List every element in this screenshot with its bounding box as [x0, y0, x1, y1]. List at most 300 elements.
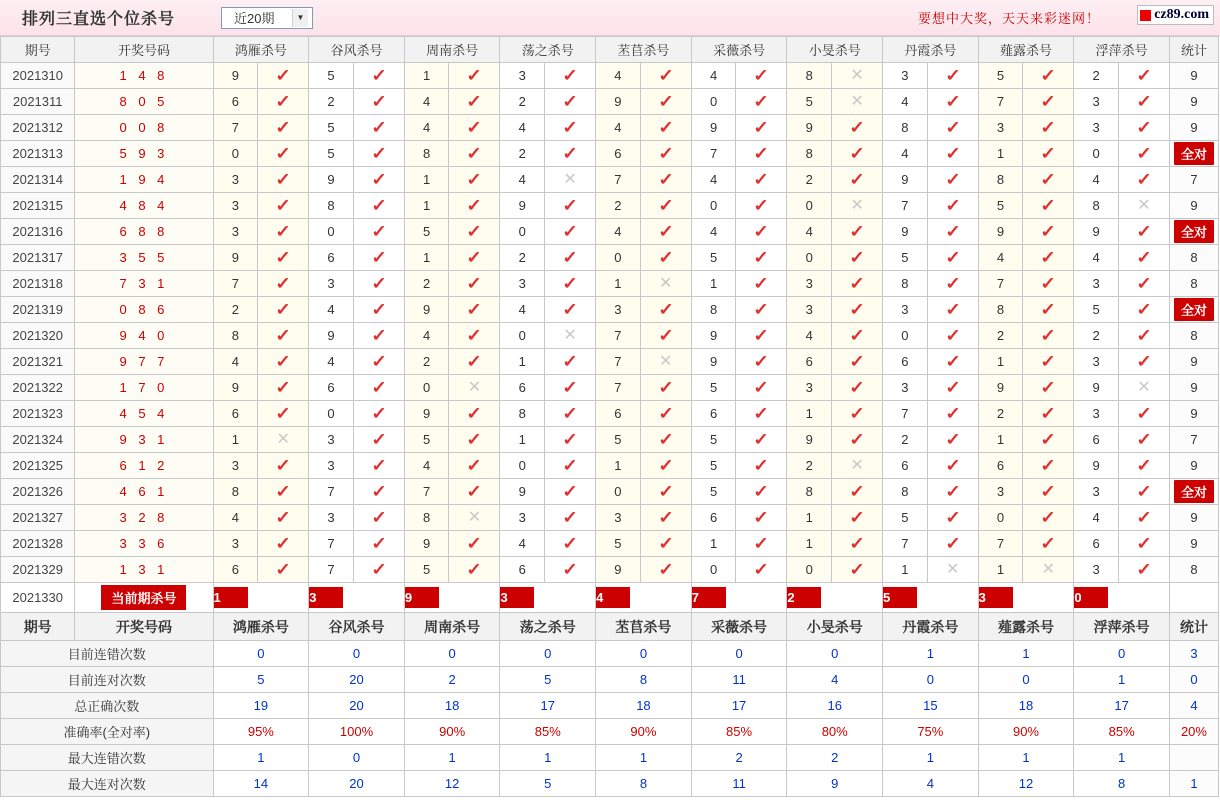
kill-number-cell: 6: [596, 401, 641, 427]
column-header: 小旻杀号: [787, 37, 883, 63]
check-icon: ✓: [562, 430, 578, 449]
kill-number-cell: 4: [787, 323, 832, 349]
summary-value: 20: [309, 667, 405, 693]
summary-value: 5: [213, 667, 309, 693]
check-icon: ✓: [275, 404, 292, 423]
kill-number-cell: 1: [213, 427, 258, 453]
kill-number-cell: 3: [500, 63, 545, 89]
kill-number-cell: 6: [883, 349, 928, 375]
check-icon: ✓: [275, 560, 292, 579]
chevron-down-icon[interactable]: ▼: [292, 9, 308, 27]
column-header: 谷风杀号: [309, 37, 405, 63]
summary-row: [1, 667, 1219, 693]
check-icon: ✓: [944, 92, 961, 111]
summary-value: 1: [213, 745, 309, 771]
kill-result-cell: [1023, 193, 1074, 219]
kill-result-cell: [353, 531, 404, 557]
kill-result-cell: [1118, 63, 1169, 89]
check-icon: ✓: [753, 560, 770, 579]
table-row: [1, 323, 1219, 349]
row-stat-cell: [1169, 219, 1218, 245]
check-icon: ✓: [657, 560, 674, 579]
summary-value: 8: [596, 667, 692, 693]
kill-number-cell: 3: [787, 375, 832, 401]
check-icon: ✓: [657, 508, 674, 527]
draw-number-cell: 8 0 5: [75, 89, 213, 115]
kill-number-cell: 5: [309, 63, 354, 89]
kill-number-cell: 1: [500, 427, 545, 453]
check-icon: ✓: [562, 404, 578, 423]
kill-result-cell: [258, 63, 309, 89]
check-icon: ✓: [944, 196, 961, 215]
summary-value: 11: [691, 667, 787, 693]
all-correct-badge: 全对: [1174, 220, 1214, 243]
kill-number-cell: 3: [978, 479, 1023, 505]
summary-value: 90%: [404, 719, 500, 745]
summary-value: 18: [978, 693, 1074, 719]
kill-number-cell: 7: [596, 349, 641, 375]
row-stat-cell: [1169, 141, 1218, 167]
kill-number-cell: 1: [404, 193, 449, 219]
check-icon: ✓: [1040, 274, 1057, 293]
current-kill-number: 1: [214, 587, 248, 608]
kill-number-cell: 0: [596, 479, 641, 505]
check-icon: ✓: [849, 534, 865, 553]
check-icon: ✓: [849, 430, 865, 449]
logo-square-icon: [1140, 10, 1151, 21]
check-icon: ✓: [562, 482, 578, 501]
kill-number-cell: 1: [691, 531, 736, 557]
kill-number-cell: 2: [404, 349, 449, 375]
summary-label: 目前连错次数: [1, 641, 214, 667]
period-cell: 2021315: [1, 193, 75, 219]
check-icon: ✓: [944, 300, 961, 319]
current-kill-number: 7: [692, 587, 726, 608]
summary-stat-value: 1: [1169, 771, 1218, 797]
kill-number-cell: 8: [787, 141, 832, 167]
kill-number-cell: 4: [596, 63, 641, 89]
kill-number-cell: 6: [309, 245, 354, 271]
check-icon: ✓: [562, 378, 578, 397]
summary-value: 85%: [1074, 719, 1170, 745]
summary-value: 0: [978, 667, 1074, 693]
check-icon: ✓: [849, 560, 865, 579]
check-icon: ✓: [562, 274, 578, 293]
kill-result-cell: [927, 141, 978, 167]
summary-value: 80%: [787, 719, 883, 745]
kill-result-cell: [736, 297, 787, 323]
check-icon: ✓: [370, 248, 387, 267]
page-header: [0, 0, 1220, 36]
table-row: [1, 557, 1219, 583]
kill-number-cell: 3: [1074, 89, 1119, 115]
row-stat-cell: 9: [1169, 115, 1218, 141]
draw-number-cell: 5 9 3: [75, 141, 213, 167]
kill-number-cell: 9: [309, 323, 354, 349]
kill-result-cell: [832, 297, 883, 323]
column-header: 浮萍杀号: [1074, 37, 1170, 63]
summary-value: 0: [213, 641, 309, 667]
kill-result-cell: [1023, 297, 1074, 323]
check-icon: ✓: [753, 170, 770, 189]
kill-number-cell: 6: [213, 557, 258, 583]
table-row: [1, 193, 1219, 219]
kill-result-cell: [449, 271, 500, 297]
kill-number-cell: 6: [883, 453, 928, 479]
kill-result-cell: [832, 323, 883, 349]
kill-result-cell: [736, 323, 787, 349]
footer-column-header: 苤苢杀号: [596, 613, 692, 641]
kill-number-cell: 9: [1074, 453, 1119, 479]
check-icon: ✓: [370, 300, 387, 319]
check-icon: ✓: [944, 430, 961, 449]
kill-result-cell: [258, 453, 309, 479]
footer-column-header: 开奖号码: [75, 613, 213, 641]
kill-number-cell: 9: [883, 167, 928, 193]
kill-result-cell: [736, 167, 787, 193]
logo-text: cz89.com: [1154, 7, 1209, 22]
current-kill-number-cell: [1074, 583, 1170, 613]
kill-result-cell: [832, 141, 883, 167]
kill-result-cell: [736, 505, 787, 531]
kill-number-cell: 6: [500, 557, 545, 583]
current-kill-number: 5: [883, 587, 917, 608]
kill-result-cell: [449, 115, 500, 141]
summary-row: [1, 719, 1219, 745]
kill-number-cell: 8: [978, 167, 1023, 193]
check-icon: ✓: [1136, 222, 1152, 241]
check-icon: ✓: [753, 430, 770, 449]
kill-result-cell: [449, 141, 500, 167]
kill-number-cell: 1: [500, 349, 545, 375]
table-row: [1, 505, 1219, 531]
kill-result-cell: [1118, 245, 1169, 271]
check-icon: ✓: [849, 508, 865, 527]
kill-result-cell: [258, 245, 309, 271]
cross-icon: ✕: [659, 352, 673, 370]
check-icon: ✓: [1136, 326, 1152, 345]
kill-result-cell: [258, 375, 309, 401]
period-range-select[interactable]: [221, 7, 313, 29]
summary-value: 0: [500, 641, 596, 667]
kill-number-cell: 5: [691, 245, 736, 271]
kill-number-cell: 6: [213, 89, 258, 115]
kill-number-cell: 9: [404, 401, 449, 427]
check-icon: ✓: [1040, 300, 1057, 319]
check-icon: ✓: [944, 170, 961, 189]
check-icon: ✓: [1040, 144, 1057, 163]
kill-result-cell: [353, 505, 404, 531]
kill-number-cell: 0: [691, 557, 736, 583]
summary-row: [1, 693, 1219, 719]
row-stat-cell: 9: [1169, 531, 1218, 557]
check-icon: ✓: [370, 66, 387, 85]
check-icon: ✓: [562, 560, 578, 579]
footer-column-header: 采薇杀号: [691, 613, 787, 641]
kill-result-cell: [258, 505, 309, 531]
kill-result-cell: [832, 349, 883, 375]
kill-number-cell: 4: [500, 531, 545, 557]
table-row: [1, 297, 1219, 323]
check-icon: ✓: [657, 326, 674, 345]
kill-number-cell: 3: [1074, 349, 1119, 375]
kill-result-cell: [736, 401, 787, 427]
kill-number-table: [0, 36, 1219, 797]
kill-result-cell: [640, 479, 691, 505]
kill-result-cell: [353, 427, 404, 453]
kill-result-cell: [449, 505, 500, 531]
row-stat-cell: 8: [1169, 271, 1218, 297]
current-kill-number-cell: [309, 583, 405, 613]
period-cell: 2021312: [1, 115, 75, 141]
kill-result-cell: [258, 167, 309, 193]
kill-result-cell: [1023, 245, 1074, 271]
check-icon: ✓: [944, 378, 961, 397]
summary-value: 1: [883, 745, 979, 771]
cross-icon: ✕: [1137, 378, 1151, 396]
column-header: 薤露杀号: [978, 37, 1074, 63]
check-icon: ✓: [1136, 352, 1152, 371]
check-icon: ✓: [657, 378, 674, 397]
kill-number-cell: 7: [883, 401, 928, 427]
check-icon: ✓: [562, 508, 578, 527]
table-row: [1, 271, 1219, 297]
cross-icon: ✕: [1137, 196, 1151, 214]
draw-number-cell: 1 4 8: [75, 63, 213, 89]
kill-result-cell: [927, 219, 978, 245]
kill-number-cell: 9: [1074, 219, 1119, 245]
kill-result-cell: [640, 271, 691, 297]
kill-result-cell: [927, 505, 978, 531]
site-logo[interactable]: [1137, 5, 1214, 25]
kill-result-cell: [1023, 453, 1074, 479]
check-icon: ✓: [1040, 482, 1057, 501]
kill-result-cell: [353, 297, 404, 323]
kill-result-cell: [258, 349, 309, 375]
summary-stat-value: 0: [1169, 667, 1218, 693]
footer-column-header: 谷风杀号: [309, 613, 405, 641]
footer-column-header: 期号: [1, 613, 75, 641]
check-icon: ✓: [275, 170, 292, 189]
kill-result-cell: [1023, 557, 1074, 583]
summary-value: 90%: [978, 719, 1074, 745]
kill-number-cell: 8: [978, 297, 1023, 323]
summary-value: 2: [787, 745, 883, 771]
kill-result-cell: [1118, 375, 1169, 401]
check-icon: ✓: [849, 248, 865, 267]
kill-result-cell: [640, 141, 691, 167]
kill-result-cell: [1118, 167, 1169, 193]
kill-result-cell: [832, 531, 883, 557]
kill-number-cell: 8: [883, 271, 928, 297]
kill-number-cell: 7: [596, 323, 641, 349]
kill-number-cell: 7: [978, 89, 1023, 115]
check-icon: ✓: [466, 66, 483, 85]
kill-result-cell: [545, 141, 596, 167]
kill-result-cell: [640, 427, 691, 453]
draw-number-cell: 3 5 5: [75, 245, 213, 271]
summary-stat-value: 4: [1169, 693, 1218, 719]
kill-number-cell: 4: [404, 89, 449, 115]
kill-number-cell: 2: [309, 89, 354, 115]
check-icon: ✓: [1136, 300, 1152, 319]
kill-number-cell: 3: [213, 193, 258, 219]
marquee-text: 要想中大奖，天天来彩迷网！: [917, 11, 1100, 26]
kill-result-cell: [1118, 479, 1169, 505]
check-icon: ✓: [370, 92, 387, 111]
kill-number-cell: 6: [691, 505, 736, 531]
kill-result-cell: [258, 401, 309, 427]
kill-result-cell: [449, 401, 500, 427]
kill-number-cell: 9: [596, 89, 641, 115]
check-icon: ✓: [275, 534, 292, 553]
kill-result-cell: [545, 375, 596, 401]
kill-number-cell: 5: [978, 193, 1023, 219]
kill-number-cell: 4: [691, 219, 736, 245]
check-icon: ✓: [275, 352, 292, 371]
kill-result-cell: [927, 271, 978, 297]
summary-value: 9: [787, 771, 883, 797]
kill-number-cell: 4: [500, 167, 545, 193]
kill-result-cell: [736, 531, 787, 557]
check-icon: ✓: [562, 144, 578, 163]
summary-value: 1: [883, 641, 979, 667]
current-kill-number: 3: [500, 587, 534, 608]
kill-number-cell: 1: [978, 427, 1023, 453]
kill-result-cell: [258, 219, 309, 245]
check-icon: ✓: [849, 222, 865, 241]
kill-result-cell: [1023, 401, 1074, 427]
kill-number-cell: 1: [596, 271, 641, 297]
kill-number-cell: 1: [978, 141, 1023, 167]
summary-value: 95%: [213, 719, 309, 745]
kill-result-cell: [258, 193, 309, 219]
check-icon: ✓: [1136, 248, 1152, 267]
row-stat-cell: 9: [1169, 505, 1218, 531]
kill-number-cell: 5: [691, 427, 736, 453]
check-icon: ✓: [275, 378, 292, 397]
kill-result-cell: [1118, 453, 1169, 479]
kill-number-cell: 0: [309, 401, 354, 427]
row-stat-cell: 9: [1169, 375, 1218, 401]
kill-number-cell: 9: [309, 167, 354, 193]
kill-result-cell: [1023, 141, 1074, 167]
period-cell: 2021322: [1, 375, 75, 401]
check-icon: ✓: [466, 352, 483, 371]
kill-result-cell: [1023, 63, 1074, 89]
kill-number-cell: 7: [404, 479, 449, 505]
check-icon: ✓: [753, 118, 770, 137]
footer-column-header: 薤露杀号: [978, 613, 1074, 641]
check-icon: ✓: [753, 378, 770, 397]
draw-number-cell: 6 8 8: [75, 219, 213, 245]
kill-number-cell: 1: [978, 557, 1023, 583]
kill-number-cell: 3: [1074, 401, 1119, 427]
kill-result-cell: [545, 245, 596, 271]
kill-number-cell: 0: [787, 557, 832, 583]
check-icon: ✓: [944, 118, 961, 137]
kill-result-cell: [449, 453, 500, 479]
kill-result-cell: [258, 531, 309, 557]
check-icon: ✓: [944, 248, 961, 267]
check-icon: ✓: [370, 482, 387, 501]
kill-number-cell: 5: [404, 219, 449, 245]
kill-number-cell: 6: [787, 349, 832, 375]
kill-number-cell: 8: [883, 115, 928, 141]
kill-number-cell: 2: [500, 141, 545, 167]
check-icon: ✓: [1040, 352, 1057, 371]
check-icon: ✓: [275, 508, 292, 527]
kill-result-cell: [353, 115, 404, 141]
summary-value: 18: [404, 693, 500, 719]
kill-number-cell: 3: [978, 115, 1023, 141]
kill-number-cell: 4: [404, 453, 449, 479]
kill-result-cell: [736, 453, 787, 479]
kill-result-cell: [736, 89, 787, 115]
kill-result-cell: [832, 63, 883, 89]
kill-number-cell: 9: [978, 375, 1023, 401]
kill-result-cell: [640, 167, 691, 193]
check-icon: ✓: [1040, 92, 1057, 111]
period-cell: 2021324: [1, 427, 75, 453]
kill-result-cell: [1023, 479, 1074, 505]
check-icon: ✓: [753, 508, 770, 527]
current-kill-number-cell: [404, 583, 500, 613]
summary-value: 1: [596, 745, 692, 771]
row-stat-cell: 9: [1169, 453, 1218, 479]
kill-number-cell: 0: [691, 193, 736, 219]
check-icon: ✓: [1040, 118, 1057, 137]
summary-value: 0: [1074, 641, 1170, 667]
row-stat-cell: [1169, 479, 1218, 505]
check-icon: ✓: [370, 456, 387, 475]
kill-result-cell: [832, 115, 883, 141]
kill-result-cell: [736, 557, 787, 583]
column-header: 期号: [1, 37, 75, 63]
kill-result-cell: [736, 479, 787, 505]
kill-result-cell: [832, 505, 883, 531]
kill-result-cell: [1023, 219, 1074, 245]
kill-number-cell: 7: [883, 193, 928, 219]
check-icon: ✓: [849, 170, 865, 189]
kill-number-cell: 3: [309, 453, 354, 479]
kill-number-cell: 0: [309, 219, 354, 245]
kill-number-cell: 5: [691, 453, 736, 479]
check-icon: ✓: [562, 118, 578, 137]
kill-number-cell: 3: [213, 453, 258, 479]
summary-value: 1: [1074, 667, 1170, 693]
column-header: 鸿雁杀号: [213, 37, 309, 63]
kill-number-cell: 5: [787, 89, 832, 115]
kill-number-cell: 8: [1074, 193, 1119, 219]
cross-icon: ✕: [945, 560, 960, 578]
kill-number-cell: 9: [213, 63, 258, 89]
check-icon: ✓: [1040, 508, 1057, 527]
check-icon: ✓: [753, 66, 770, 85]
kill-number-cell: 7: [691, 141, 736, 167]
summary-row: [1, 641, 1219, 667]
kill-result-cell: [927, 375, 978, 401]
summary-value: 4: [787, 667, 883, 693]
column-header: 采薇杀号: [691, 37, 787, 63]
period-cell: 2021327: [1, 505, 75, 531]
kill-result-cell: [353, 479, 404, 505]
draw-number-cell: 3 2 8: [75, 505, 213, 531]
check-icon: ✓: [1136, 118, 1152, 137]
check-icon: ✓: [370, 430, 387, 449]
kill-result-cell: [353, 271, 404, 297]
kill-result-cell: [832, 193, 883, 219]
